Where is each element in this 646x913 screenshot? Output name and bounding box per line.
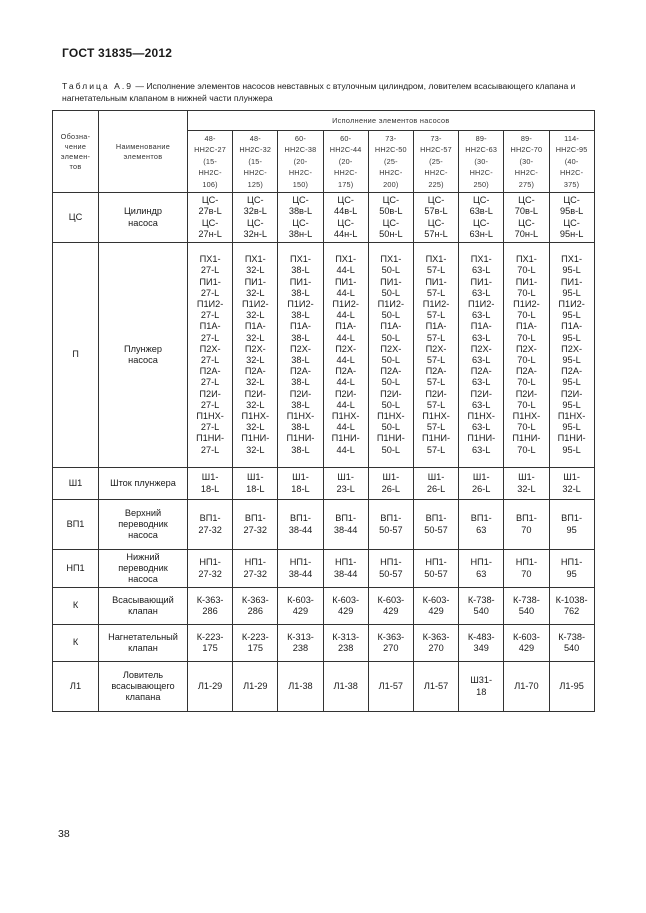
element-value: К-483- 349 (459, 625, 504, 662)
element-value: Ш1- 23-L (323, 468, 368, 500)
element-value: ЦС- 32в-L ЦС- 32н-L (233, 193, 278, 243)
element-value: К-603- 429 (504, 625, 549, 662)
table-row (53, 550, 595, 588)
pump-elements-table (52, 110, 595, 712)
element-value: К-363- 286 (188, 588, 233, 625)
element-value: Л1-29 (233, 662, 278, 712)
element-value: ПХ1- 50-L ПИ1- 50-L П1И2- 50-L П1А- 50-L П2Х- 50-L П2А- 50-L П2И- 50-L П1НХ- 50-L П1НИ- 50-L (368, 243, 413, 468)
table-row (53, 243, 595, 468)
element-value: К-603- 429 (368, 588, 413, 625)
element-value: Ш1- 32-L (504, 468, 549, 500)
element-code: К (53, 588, 99, 625)
element-value: ВП1- 38-44 (278, 500, 323, 550)
element-value: ВП1- 38-44 (323, 500, 368, 550)
column-header: 48- НН2С-27 (15- НН2С- 106) (188, 131, 233, 193)
table-row (53, 500, 595, 550)
caption-text: — Исполнение элементов насосов невставных с втулочным цилиндром, ловителем всасывающего клапана и нагнетательным клапаном в нижней части плунжера (62, 81, 576, 103)
element-value: НП1- 70 (504, 550, 549, 588)
element-code: НП1 (53, 550, 99, 588)
element-value: ПХ1- 38-L ПИ1- 38-L П1И2- 38-L П1А- 38-L П2Х- 38-L П2А- 38-L П2И- 38-L П1НХ- 38-L П1НИ- 38-L (278, 243, 323, 468)
element-value: Л1-29 (188, 662, 233, 712)
element-value: ЦС- 70в-L ЦС- 70н-L (504, 193, 549, 243)
element-value: Л1-95 (549, 662, 594, 712)
element-value: ВП1- 27-32 (233, 500, 278, 550)
element-code: К (53, 625, 99, 662)
element-value: К-223- 175 (233, 625, 278, 662)
element-name: Ловитель всасывающего клапана (99, 662, 188, 712)
column-header: 73- НН2С-50 (25- НН2С- 200) (368, 131, 413, 193)
element-value: НП1- 27-32 (233, 550, 278, 588)
element-name: Цилиндр насоса (99, 193, 188, 243)
element-value: К-363- 270 (368, 625, 413, 662)
designation-header: Обозна- чение элемен- тов (53, 111, 99, 193)
element-code: Л1 (53, 662, 99, 712)
table-row (53, 468, 595, 500)
element-value: НП1- 95 (549, 550, 594, 588)
element-name: Нижний переводник насоса (99, 550, 188, 588)
element-code: П (53, 243, 99, 468)
element-value: Ш1- 26-L (459, 468, 504, 500)
element-code: ЦС (53, 193, 99, 243)
table-row (53, 625, 595, 662)
element-value: К-738- 540 (459, 588, 504, 625)
column-header: 73- НН2С-57 (25- НН2С- 225) (413, 131, 458, 193)
element-value: ЦС- 38в-L ЦС- 38н-L (278, 193, 323, 243)
element-name: Нагнетательный клапан (99, 625, 188, 662)
element-value: К-603- 429 (413, 588, 458, 625)
element-value: Ш1- 26-L (368, 468, 413, 500)
element-value: ВП1- 63 (459, 500, 504, 550)
column-header: 60- НН2С-38 (20- НН2С- 150) (278, 131, 323, 193)
element-value: К-738- 540 (504, 588, 549, 625)
table-row (53, 662, 595, 712)
element-value: ПХ1- 27-L ПИ1- 27-L П1И2- 27-L П1А- 27-L П2Х- 27-L П2А- 27-L П2И- 27-L П1НХ- 27-L П1НИ- 27-L (188, 243, 233, 468)
element-code: Ш1 (53, 468, 99, 500)
element-value: ВП1- 27-32 (188, 500, 233, 550)
element-value: Ш1- 26-L (413, 468, 458, 500)
element-value: НП1- 63 (459, 550, 504, 588)
table-caption (62, 80, 594, 104)
caption-label: Таблица А.9 (62, 81, 133, 91)
element-value: К-363- 270 (413, 625, 458, 662)
element-name: Плунжер насоса (99, 243, 188, 468)
column-header: 60- НН2С-44 (20- НН2С- 175) (323, 131, 368, 193)
element-value: ПХ1- 95-L ПИ1- 95-L П1И2- 95-L П1А- 95-L П2Х- 95-L П2А- 95-L П2И- 95-L П1НХ- 95-L П1НИ- 95-L (549, 243, 594, 468)
element-code: ВП1 (53, 500, 99, 550)
element-value: ВП1- 95 (549, 500, 594, 550)
element-value: Л1-70 (504, 662, 549, 712)
execution-group-header: Исполнение элементов насосов (188, 111, 595, 131)
element-value: ВП1- 70 (504, 500, 549, 550)
element-value: К-223- 175 (188, 625, 233, 662)
element-value: Ш1- 18-L (233, 468, 278, 500)
element-name: Шток плунжера (99, 468, 188, 500)
element-value: ЦС- 63в-L ЦС- 63н-L (459, 193, 504, 243)
element-value: ПХ1- 63-L ПИ1- 63-L П1И2- 63-L П1А- 63-L П2Х- 63-L П2А- 63-L П2И- 63-L П1НХ- 63-L П1НИ- 63-L (459, 243, 504, 468)
column-header: 89- НН2С-63 (30- НН2С- 250) (459, 131, 504, 193)
element-value: К-313- 238 (323, 625, 368, 662)
element-value: Л1-57 (368, 662, 413, 712)
standard-header: ГОСТ 31835—2012 (62, 46, 173, 60)
name-header: Наименование элементов (99, 111, 188, 193)
element-value: Ш1- 18-L (278, 468, 323, 500)
element-value: К-1038- 762 (549, 588, 594, 625)
element-value: ПХ1- 32-L ПИ1- 32-L П1И2- 32-L П1А- 32-L П2Х- 32-L П2А- 32-L П2И- 32-L П1НХ- 32-L П1НИ- 32-L (233, 243, 278, 468)
element-value: ПХ1- 57-L ПИ1- 57-L П1И2- 57-L П1А- 57-L П2Х- 57-L П2А- 57-L П2И- 57-L П1НХ- 57-L П1НИ- 57-L (413, 243, 458, 468)
element-value: К-363- 286 (233, 588, 278, 625)
element-value: К-603- 429 (323, 588, 368, 625)
element-value: ЦС- 95в-L ЦС- 95н-L (549, 193, 594, 243)
element-value: ЦС- 50в-L ЦС- 50н-L (368, 193, 413, 243)
element-value: Л1-38 (323, 662, 368, 712)
element-value: НП1- 50-57 (368, 550, 413, 588)
element-value: Ш31- 18 (459, 662, 504, 712)
element-value: Л1-57 (413, 662, 458, 712)
element-name: Верхний переводник насоса (99, 500, 188, 550)
element-value: НП1- 27-32 (188, 550, 233, 588)
element-value: НП1- 38-44 (278, 550, 323, 588)
element-value: ЦС- 57в-L ЦС- 57н-L (413, 193, 458, 243)
element-value: НП1- 50-57 (413, 550, 458, 588)
table-row (53, 588, 595, 625)
element-value: К-603- 429 (278, 588, 323, 625)
column-header: 89- НН2С-70 (30- НН2С- 275) (504, 131, 549, 193)
element-value: К-738- 540 (549, 625, 594, 662)
element-value: ЦС- 27в-L ЦС- 27н-L (188, 193, 233, 243)
element-value: ВП1- 50-57 (368, 500, 413, 550)
element-value: ПХ1- 44-L ПИ1- 44-L П1И2- 44-L П1А- 44-L П2Х- 44-L П2А- 44-L П2И- 44-L П1НХ- 44-L П1НИ- 44-L (323, 243, 368, 468)
element-value: Ш1- 18-L (188, 468, 233, 500)
element-value: ЦС- 44в-L ЦС- 44н-L (323, 193, 368, 243)
element-name: Всасывающий клапан (99, 588, 188, 625)
element-value: Ш1- 32-L (549, 468, 594, 500)
element-value: К-313- 238 (278, 625, 323, 662)
element-value: ПХ1- 70-L ПИ1- 70-L П1И2- 70-L П1А- 70-L П2Х- 70-L П2А- 70-L П2И- 70-L П1НХ- 70-L П1НИ- 70-L (504, 243, 549, 468)
column-header: 48- НН2С-32 (15- НН2С- 125) (233, 131, 278, 193)
page-number: 38 (58, 828, 70, 840)
element-value: НП1- 38-44 (323, 550, 368, 588)
element-value: ВП1- 50-57 (413, 500, 458, 550)
table-row (53, 193, 595, 243)
column-header: 114- НН2С-95 (40- НН2С- 375) (549, 131, 594, 193)
element-value: Л1-38 (278, 662, 323, 712)
